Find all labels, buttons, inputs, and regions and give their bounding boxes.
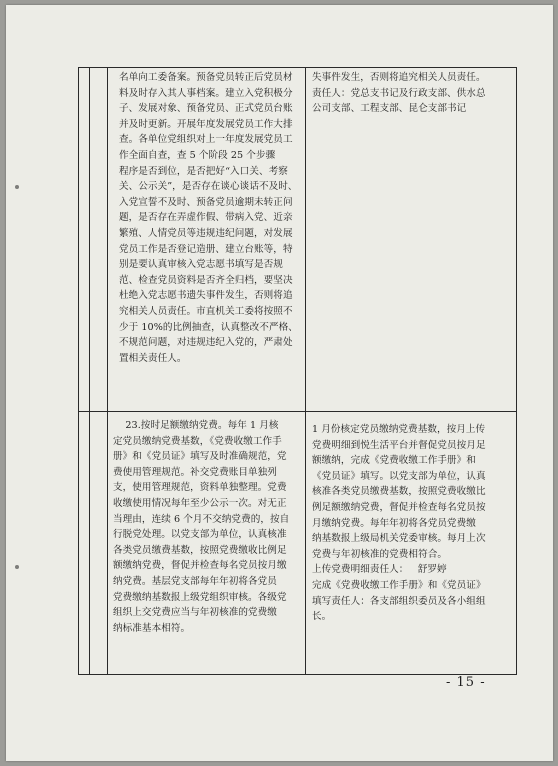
- text-line: 行脱党处理。以党支部为单位，认真核准: [113, 529, 287, 541]
- text-line: 料及时存入其人事档案。建立入党积极分: [119, 87, 293, 99]
- text-line: 例足额缴纳党费，督促并检查每名党员按: [312, 501, 486, 513]
- punch-hole-mark: [15, 185, 19, 189]
- implementation-measure-cell: [312, 70, 486, 117]
- text-line: 《党员证》填写。以党支部为单位，认真: [312, 470, 486, 482]
- text-line: 纳基数报上级局机关党委审核。每月上次: [312, 533, 486, 545]
- text-line: 1 月份核定党员缴纳党费基数，按月上传: [312, 424, 486, 435]
- text-line: 关、公示关”，是否存在谈心谈话不及时、: [119, 181, 298, 193]
- text-line: 别是要认真审核入党志愿书填写是否规: [119, 259, 283, 271]
- text-line: 置相关责任人。: [119, 352, 187, 364]
- text-line: 名单向工委备案。预备党员转正后党员材: [119, 72, 293, 83]
- table-column-divider: [305, 68, 306, 674]
- text-line: 填写责任人：各支部组织委员及各小组组: [312, 595, 486, 607]
- text-line: 究相关人员责任。市直机关工委将按照不: [119, 305, 293, 317]
- text-line: 党费缴纳基数报上级党组织审核。各级党: [113, 591, 287, 603]
- text-line: 支，使用管理规范，资料单独整理。党费: [113, 482, 287, 494]
- text-line: 23.按时足额缴纳党费。每年 1 月核: [113, 420, 279, 431]
- implementation-measure-cell: [312, 422, 486, 625]
- task-requirement-cell: [113, 418, 289, 636]
- text-line: 收缴使用情况每年至少公示一次。对无正: [113, 497, 287, 509]
- text-line: 公司支部、工程支部、昆仑支部书记: [312, 103, 467, 115]
- text-line: 繁殖、人情党员等违规违纪问题，对发展: [119, 227, 293, 239]
- table-column-divider: [89, 68, 90, 674]
- text-line: 费使用管理规范。补交党费账目单独列: [113, 466, 277, 478]
- text-line: 册》和《党员证》填写及时准确规范，党: [113, 451, 287, 463]
- text-line: 组织上交党费应当与年初核准的党费缴: [113, 607, 277, 619]
- responsibility-table: [78, 67, 517, 675]
- text-line: 不规范问题，对违规违纪入党的，严肃处: [119, 337, 293, 349]
- text-line: 入党宣誓不及时、预备党员逾期未转正问: [119, 196, 293, 208]
- text-line: 作全面自查，查 5 个阶段 25 个步骤: [119, 149, 276, 161]
- text-line: 党员工作是否登记造册、建立台账等，特: [119, 243, 293, 255]
- text-line: 额缴纳党费，督促并检查每名党员按月缴: [113, 560, 287, 572]
- table-column-divider: [107, 68, 108, 674]
- text-line: 额缴纳，完成《党费收缴工作手册》和: [312, 455, 476, 467]
- text-line: 定党员缴纳党费基数，《党费收缴工作手: [113, 435, 282, 447]
- text-line: 月缴纳党费。每年年初将各党员党费缴: [312, 517, 476, 529]
- text-line: 并及时更新。开展年度发展党员工作大排: [119, 118, 293, 130]
- text-line: 题，是否存在弄虚作假、带病入党、近亲: [119, 212, 293, 224]
- text-line: 上传党费明细责任人： 舒罗婷: [312, 564, 447, 576]
- text-line: 纳标准基本相符。: [113, 622, 191, 634]
- text-line: 责任人：党总支书记及行政支部、供水总: [312, 87, 486, 99]
- table-row-divider: [79, 411, 516, 412]
- text-line: 少于 10%的比例抽查，认真整改不严格、: [119, 321, 298, 333]
- text-line: 子、发展对象、预备党员、正式党员台账: [119, 103, 293, 115]
- text-line: 失事件发生，否则将追究相关人员责任。: [312, 72, 486, 83]
- text-line: 核准各类党员缴费基数，按照党费收缴比: [312, 486, 486, 498]
- text-line: 党费明细到悦生活平台并督促党员按月足: [312, 439, 486, 451]
- text-line: 纳党费。基层党支部每年年初将各党员: [113, 575, 277, 587]
- text-line: 党费与年初核准的党费相符合。: [312, 548, 448, 560]
- text-line: 各类党员缴费基数，按照党费缴收比例足: [113, 544, 287, 556]
- document-page: [6, 5, 553, 761]
- text-line: 范、检查党员资料是否齐全归档，要坚决: [119, 274, 293, 286]
- text-line: 长。: [312, 611, 332, 623]
- text-line: 查。各单位党组织对上一年度发展党员工: [119, 134, 293, 146]
- text-line: 当理由，连续 6 个月不交纳党费的，按自: [113, 513, 290, 525]
- task-requirement-cell: [119, 70, 298, 366]
- text-line: 杜绝入党志愿书遗失事件发生，否则将追: [119, 290, 293, 302]
- punch-hole-mark: [15, 565, 19, 569]
- page-number: - 15 -: [446, 675, 486, 690]
- text-line: 程序是否到位，是否把好“入口关、考察: [119, 165, 288, 177]
- text-line: 完成《党费收缴工作手册》和《党员证》: [312, 579, 486, 591]
